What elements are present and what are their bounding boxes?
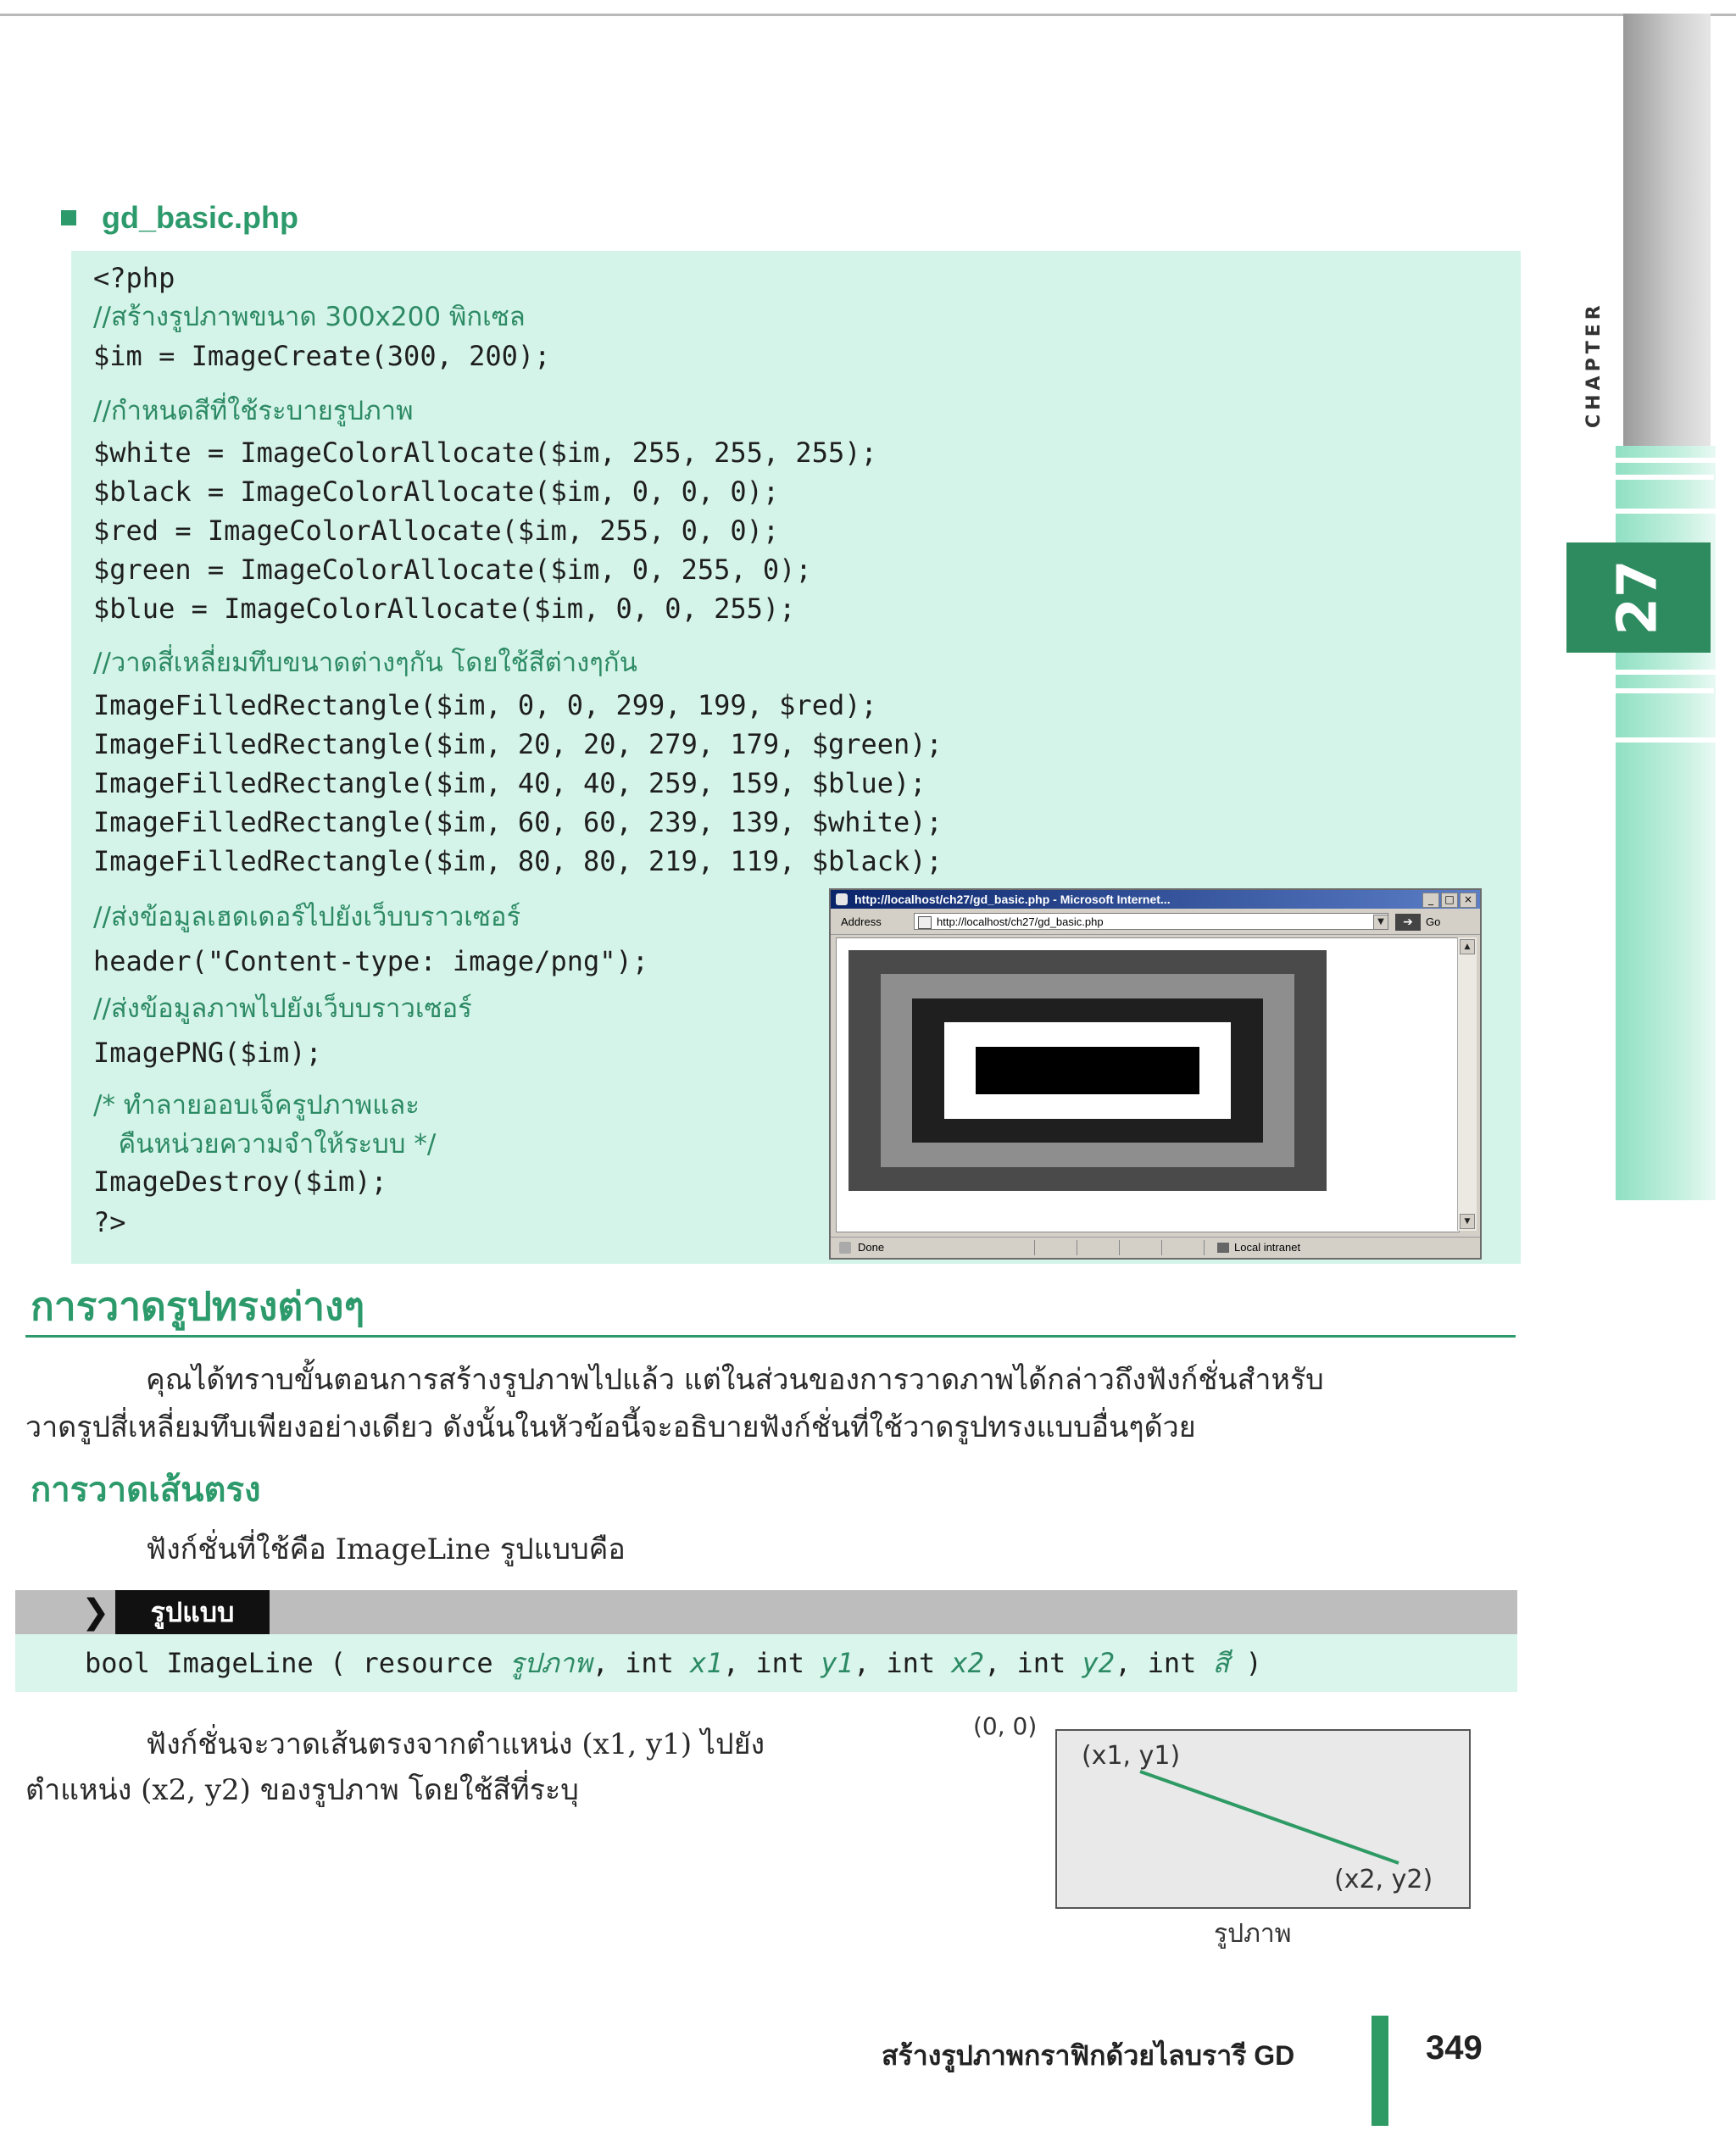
diagram-origin-label: (0, 0) [973, 1712, 1038, 1740]
ie-icon [836, 893, 848, 905]
code-line: $white = ImageColorAllocate($im, 255, 255, 255); [93, 437, 877, 469]
code-line: $red = ImageColorAllocate($im, 255, 0, 0); [93, 515, 780, 547]
diagram-caption: รูปภาพ [1214, 1919, 1292, 1949]
paragraph-line: คุณได้ทราบขั้นตอนการสร้างรูปภาพไปแล้ว แต่ในส่วนของการวาดภาพได้กล่าวถึงฟังก์ชั่นสำหรับ [146, 1363, 1324, 1397]
sig-text: bool ImageLine ( resource [85, 1647, 509, 1679]
address-bar [831, 910, 1480, 935]
page-number: 349 [1426, 2029, 1483, 2066]
code-line: ImageFilledRectangle($im, 0, 0, 299, 199, $red); [93, 689, 877, 721]
tab-stripe [1595, 475, 1714, 480]
code-line: $green = ImageColorAllocate($im, 0, 255, 0); [93, 553, 812, 586]
description-line: ตำแหน่ง (x2, y2) ของรูปภาพ โดยใช้สีที่ระบุ [25, 1773, 579, 1807]
code-line: ImageFilledRectangle($im, 80, 80, 219, 119, $black); [93, 845, 943, 877]
intranet-icon [1217, 1243, 1229, 1253]
browser-title-bar [831, 890, 1480, 909]
paragraph-line: วาดรูปสี่เหลี่ยมทึบเพียงอย่างเดียว ดังนั้นในหัวข้อนี้จะอธิบายฟังก์ชั่นที่ใช้วาดรูปทรงแบบอื่นๆด้วย [25, 1410, 1196, 1444]
code-comment-line: //สร้างรูปภาพขนาด 300x200 พิกเซล [93, 302, 526, 332]
scroll-down-icon[interactable]: ▼ [1460, 1214, 1475, 1229]
code-line: header("Content-type: image/png"); [93, 945, 649, 977]
diagram-point2-label: (x2, y2) [1334, 1865, 1433, 1894]
code-line: $im = ImageCreate(300, 200); [93, 340, 551, 372]
code-comment-line: //ส่งข้อมูลภาพไปยังเว็บบราวเซอร์ [93, 993, 472, 1024]
tab-stripe [1595, 737, 1722, 743]
zone-text: Local intranet [1234, 1241, 1301, 1254]
chevron-right-icon: ❯ [81, 1593, 110, 1632]
address-input[interactable] [914, 913, 1388, 930]
close-icon[interactable]: × [1460, 893, 1477, 908]
go-button[interactable]: Go [1426, 915, 1441, 928]
sig-param: y2 [1082, 1647, 1116, 1679]
sig-param: รูปภาพ [509, 1647, 593, 1679]
footer-bar [1372, 2016, 1388, 2126]
browser-title: http://localhost/ch27/gd_basic.php - Microsoft Internet... [854, 893, 1171, 906]
status-divider [1119, 1240, 1120, 1255]
sig-text: , int [853, 1647, 952, 1679]
sig-text: ) [1229, 1647, 1262, 1679]
sig-text: , int [983, 1647, 1082, 1679]
code-line: ImageDestroy($im); [93, 1165, 387, 1198]
code-comment-line: คืนหน่วยความจำให้ระบบ */ [93, 1129, 437, 1160]
code-file-heading [61, 197, 298, 239]
chapter-tab-gray [1623, 14, 1711, 446]
go-arrow-icon[interactable]: ➔ [1395, 914, 1421, 931]
status-divider [1161, 1240, 1162, 1255]
code-line: $black = ImageColorAllocate($im, 0, 0, 0); [93, 476, 780, 508]
tab-stripe [1595, 688, 1714, 693]
diagram-point1-label: (x1, y1) [1082, 1741, 1181, 1771]
done-page-icon [839, 1242, 851, 1254]
description-line: ฟังก์ชั่นจะวาดเส้นตรงจากตำแหน่ง (x1, y1) ไปยัง [146, 1727, 765, 1761]
tab-stripe [1595, 458, 1722, 463]
sig-text: , int [1115, 1647, 1213, 1679]
code-comment-line: /* ทำลายออบเจ็ครูปภาพและ [93, 1090, 420, 1121]
status-text: Done [858, 1241, 885, 1254]
browser-window [829, 888, 1482, 1260]
code-file-name: gd_basic.php [102, 200, 299, 235]
window-controls [1422, 893, 1477, 908]
code-line: ImageFilledRectangle($im, 40, 40, 259, 159, $blue); [93, 767, 926, 799]
section-heading-shapes: การวาดรูปทรงต่างๆ [31, 1284, 365, 1328]
scroll-up-icon[interactable]: ▲ [1460, 939, 1475, 954]
sig-param: x1 [690, 1647, 723, 1679]
browser-viewport [836, 937, 1460, 1232]
code-line: ImageFilledRectangle($im, 20, 20, 279, 179, $green); [93, 728, 943, 760]
top-rule [0, 14, 1736, 16]
intro-text: ฟังก์ชั่นที่ใช้คือ ImageLine รูปแบบคือ [146, 1532, 626, 1566]
minimize-icon[interactable]: _ [1422, 893, 1439, 908]
tab-stripe [1595, 670, 1722, 675]
sig-text: , int [722, 1647, 821, 1679]
code-line: ImagePNG($im); [93, 1037, 322, 1069]
format-label: รูปแบบ [115, 1590, 270, 1634]
tab-stripe [1595, 509, 1722, 514]
address-label: Address [841, 915, 882, 928]
status-divider [1034, 1240, 1035, 1255]
code-line: $blue = ImageColorAllocate($im, 0, 0, 255); [93, 592, 796, 625]
status-bar [831, 1237, 1480, 1258]
sig-text: , int [592, 1647, 691, 1679]
code-comment-line: //กำหนดสีที่ใช้ระบายรูปภาพ [93, 396, 414, 426]
chevron-down-icon[interactable]: ▼ [1373, 915, 1388, 930]
maximize-icon[interactable]: □ [1441, 893, 1458, 908]
footer-title: สร้างรูปภาพกราฟิกด้วยไลบรารี GD [882, 2040, 1295, 2071]
address-text: http://localhost/ch27/gd_basic.php [937, 915, 1104, 928]
sig-param: x2 [951, 1647, 984, 1679]
code-comment-line: //วาดสี่เหลี่ยมทึบขนาดต่างๆกัน โดยใช้สีต่างๆกัน [93, 648, 637, 678]
code-line: ?> [93, 1206, 126, 1238]
section-rule [25, 1335, 1516, 1338]
diagram-line [1140, 1772, 1399, 1863]
function-signature [85, 1644, 1262, 1682]
section-heading-line: การวาดเส้นตรง [31, 1471, 261, 1509]
square-bullet-icon [61, 210, 76, 225]
page-icon [918, 916, 932, 929]
sig-param: สี [1212, 1647, 1230, 1679]
chapter-number [1566, 542, 1711, 653]
code-comment-line: //ส่งข้อมูลเฮดเดอร์ไปยังเว็บบราวเซอร์ [93, 902, 521, 932]
chapter-number-text: 27 [1607, 559, 1670, 636]
filled-rectangle [976, 1047, 1199, 1095]
chapter-label: CHAPTER [1583, 301, 1605, 428]
sig-param: y1 [821, 1647, 854, 1679]
code-line: <?php [93, 262, 175, 294]
scrollbar[interactable] [1457, 937, 1477, 1231]
rendered-image [849, 950, 1327, 1191]
status-divider [1204, 1240, 1205, 1255]
code-line: ImageFilledRectangle($im, 60, 60, 239, 139, $white); [93, 806, 943, 838]
